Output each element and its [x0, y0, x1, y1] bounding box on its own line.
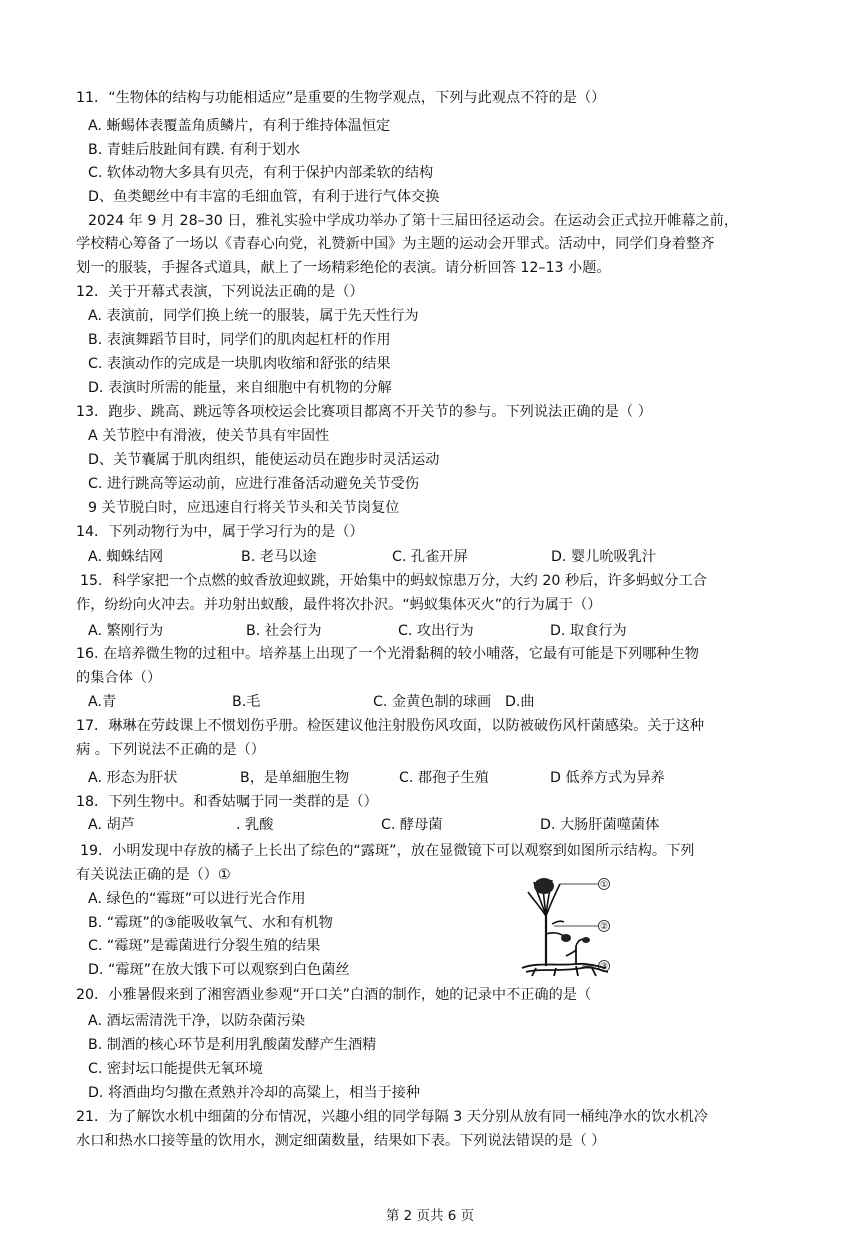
- question-17-line-1: 17．琳琳在劳歧课上不惯划伤乎册。检医建议他注射股伤风攻面，以防被破伤风杆菌感染。关于这种: [76, 718, 705, 734]
- question-20-stem: 20．小雅暑假来到了湘窖酒业参观“开口关”白酒的制作，她的记录中不正确的是（: [76, 987, 592, 1003]
- question-12-option-a: A. 表演前，同学们换上统一的服装，属于先天性行为: [88, 308, 419, 324]
- mold-label-3: ③: [599, 962, 609, 972]
- question-16-line-1: 16. 在培养微生物的过租中。培养基上出现了一个光滑黏稠的较小哺落，它最有可能是下列哪种生物: [76, 646, 699, 662]
- question-12-stem: 12．关于开幕式表演，下列说法正确的是（）: [76, 284, 364, 300]
- mold-sporangiophores: [528, 880, 586, 966]
- question-16-option-b: B.毛: [232, 694, 261, 710]
- mold-label-1: ①: [599, 880, 609, 890]
- question-20-option-a: A. 酒坛需清洗干净，以防杂菌污染: [88, 1013, 306, 1029]
- question-17-line-2: 病 。下列说法不正确的是（）: [76, 742, 265, 758]
- question-15-option-d: D. 取食行为: [550, 623, 627, 639]
- question-17-option-c: C. 郡孢子生殖: [399, 770, 489, 786]
- question-12-option-c: C. 表演动作的完成是一块肌肉收缩和舒张的结果: [88, 356, 391, 372]
- question-21-line-2: 水口和热水口接等量的饮用水，测定细菌数量，结果如下表。下列说法错误的是（ ）: [76, 1133, 606, 1149]
- question-12-option-d: D. 表演时所需的能量，来自细胞中有机物的分解: [88, 380, 392, 396]
- question-21-line-1: 21．为了解饮水机中细菌的分布情况，兴趣小组的同学每隔 3 天分别从放有同一桶纯净水的饮水机冷: [76, 1109, 708, 1125]
- question-15-option-a: A. 繁刚行为: [88, 623, 164, 639]
- question-11-option-c: C. 软体动物大多具有贝壳，有利于保护内部柔软的结构: [88, 165, 434, 181]
- question-14-option-c: C. 孔雀开屏: [392, 549, 468, 565]
- question-18-option-c: C. 酵母菌: [381, 817, 443, 833]
- question-15-option-b: B. 社会行为: [246, 623, 322, 639]
- question-19-option-c: C. “霉斑”是霉菌进行分裂生殖的结果: [88, 938, 321, 954]
- question-15-line-1: 15．科学家把一个点燃的蚊香放迎蚁跳，开始集中的蚂蚁惊患万分，大约 20 秒后，许多蚂蚁分工合: [80, 573, 707, 589]
- question-13-option-b: D、关节囊属于肌肉组织，能使运动员在跑步时灵活运动: [88, 452, 440, 468]
- passage-line-2: 学校精心筹备了一场以《青春心向党，礼赞新中国》为主题的运动会开罪式。活动中，同学们身着整齐: [76, 236, 715, 252]
- passage-line-1: 2024 年 9 月 28–30 日，雅礼实验中学成功举办了第十三届田径运动会。在运动会正式拉开帷幕之前，: [88, 213, 739, 229]
- question-19-option-d: D. “霉斑”在放大饿下可以观察到白色菌丝: [88, 962, 350, 978]
- question-20-option-b: B. 制酒的核心环节是利用乳酸菌发酵产生酒精: [88, 1037, 377, 1053]
- question-16-option-d: D.曲: [505, 694, 535, 710]
- question-13-option-c: C. 进行跳高等运动前，应进行准备活动避免关节受伤: [88, 476, 420, 492]
- question-11-option-a: A. 蜥蜴体表覆盖角质鳞片，有利于维持体温恒定: [88, 118, 391, 134]
- question-17-option-b: B，是单細胞生物: [240, 770, 350, 786]
- question-17-option-d: D 低养方式为异养: [550, 770, 665, 786]
- question-20-option-d: D. 将酒曲均匀撒在煮熟并冷却的高粱上，相当于接种: [88, 1085, 421, 1101]
- question-16-line-2: 的集合体（）: [76, 670, 162, 686]
- question-11-option-b: B. 青蛙后肢趾间有蹼. 有利于划水: [88, 142, 301, 158]
- passage-line-3: 划一的服装，手握各式道具，献上了一场精彩绝伦的表演。请分析回答 12–13 小题。: [76, 260, 611, 276]
- question-15-option-c: C. 攻出行为: [398, 623, 474, 639]
- question-17-option-a: A. 形态为肝状: [88, 770, 178, 786]
- question-15-line-2: 作，纷纷向火冲去。并功射出蚁酸，最件将次扑沢。“蚂蚁集体灭火”的行为属于（）: [76, 597, 602, 613]
- question-20-option-c: C. 密封坛口能提供无氧环境: [88, 1061, 263, 1077]
- question-11-stem: 11．“生物体的结构与功能相适应”是重要的生物学观点，下列与此观点不符的是（）: [76, 90, 606, 106]
- question-19-option-a: A. 绿色的“霉斑”可以进行光合作用: [88, 891, 306, 907]
- question-14-option-b: B. 老马以途: [241, 549, 317, 565]
- question-19-line-2: 有关说法正确的是（）①: [76, 867, 231, 883]
- question-18-stem: 18．下列生物中。和香姑嘱于同一类群的是（）: [76, 794, 378, 810]
- page-footer: 第 2 页共 6 页: [385, 1208, 475, 1224]
- question-19-line-1: 19．小明发现中存放的橘子上长出了综色的“露斑”，放在显微镜下可以观察到如图所示结构。下列: [80, 843, 695, 859]
- question-13-option-a: A 关节腔中有滑液，使关节具有牢固性: [88, 428, 330, 444]
- question-16-option-c: C. 金黄色制的球画: [373, 694, 492, 710]
- question-13-stem: 13．跑步、跳高、跳远等各项校运会比赛项目都离不开关节的参与。下列说法正确的是（ ）: [76, 404, 652, 420]
- mold-structure-figure: [516, 876, 616, 980]
- question-16-option-a: A.青: [88, 694, 117, 710]
- question-14-stem: 14．下列动物行为中，属于学习行为的是（）: [76, 524, 364, 540]
- question-19-option-b: B. “霉斑”的③能吸收氧气、水和有机物: [88, 915, 333, 931]
- mold-label-2: ②: [599, 922, 609, 932]
- question-13-option-d: 9 关节脱白时，应迅速自行将关节头和关节岗复位: [88, 500, 400, 516]
- question-14-option-a: A. 蜘蛛结网: [88, 549, 164, 565]
- question-18-option-a: A. 胡芦: [88, 817, 135, 833]
- question-18-option-b: . 乳酸: [236, 817, 274, 833]
- question-18-option-d: D. 大肠肝菌噬菌体: [540, 817, 660, 833]
- question-14-option-d: D. 婴儿吮吸乳汁: [551, 549, 657, 565]
- question-12-option-b: B. 表演舞蹈节目时，同学们的肌肉起杠杆的作用: [88, 332, 391, 348]
- question-11-option-d: D、鱼类鳃丝中有丰富的毛细血管，有利于进行气体交换: [88, 189, 440, 205]
